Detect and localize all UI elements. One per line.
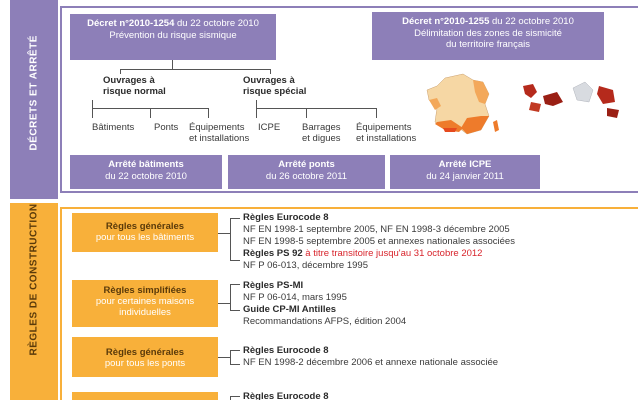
leaf-equipements-1 (189, 122, 249, 144)
cat-special-line2: risque spécial (243, 86, 307, 97)
block1-line4: NF P 06-013, décembre 1995 (243, 260, 368, 271)
block3-line1: NF EN 1998-2 décembre 2006 et annexe nationale associée (243, 357, 499, 368)
connector-line (172, 60, 173, 69)
block1-line1: NF EN 1998-1 septembre 2005, NF EN 1998-3 décembre 2005 (243, 224, 510, 235)
connector-line (230, 284, 240, 285)
block1-line3: Règles PS 92 (243, 248, 303, 259)
connector-line (306, 108, 307, 118)
block2-sub2: individuelles (119, 307, 171, 318)
regles-side-label: RÈGLES DE CONSTRUCTION (28, 203, 40, 356)
block4-line0: Règles Eurocode 8 (243, 391, 329, 400)
connector-line (208, 108, 209, 118)
block2-sub1: pour certaines maisons (95, 296, 195, 307)
leaf-barrages-line1: Barrages (302, 122, 341, 133)
decret-1255-title: Décret n°2010-1255 (402, 16, 490, 27)
block2-line0: Règles PS-MI (243, 280, 304, 291)
arrete-icpe-box (390, 155, 540, 189)
connector-line (218, 357, 230, 358)
arrete-batiments-box (70, 155, 222, 189)
regles-generales-batiments-box (72, 213, 218, 252)
regles-side-bar (10, 203, 58, 400)
connector-line (218, 233, 230, 234)
connector-line (230, 218, 231, 260)
connector-line (92, 100, 93, 118)
cat-special-line1: Ouvrages à (243, 75, 295, 86)
block3-line0: Règles Eurocode 8 (243, 345, 329, 356)
block1-sub: pour tous les bâtiments (95, 232, 195, 243)
connector-line (230, 260, 240, 261)
block3-rules (243, 345, 498, 369)
connector-line (230, 218, 240, 219)
connector-line (120, 69, 270, 70)
block3-sub: pour tous les ponts (104, 358, 186, 369)
cat-risque-normal (103, 75, 166, 97)
decret-1255-line2: Délimitation des zones de sismicité (414, 27, 562, 39)
regles-simplifiees-box (72, 280, 218, 327)
block1-title: Règles générales (105, 221, 185, 232)
connector-line (230, 396, 240, 397)
regles-generales-ponts-box (72, 337, 218, 377)
connector-line (230, 364, 240, 365)
connector-line (150, 108, 151, 118)
block2-line2: Guide CP-MI Antilles (243, 304, 337, 315)
overseas-maps (523, 82, 619, 118)
block4-rules (243, 391, 329, 400)
leaf-batiments: Bâtiments (92, 122, 135, 133)
block1-line0: Règles Eurocode 8 (243, 212, 329, 223)
cat-normal-line1: Ouvrages à (103, 75, 155, 86)
regles-block4-box (72, 392, 218, 400)
connector-line (230, 284, 231, 310)
arrete-icpe-title: Arrêté ICPE (438, 159, 492, 170)
decrets-side-bar (10, 0, 58, 199)
connector-line (120, 69, 121, 74)
connector-line (230, 350, 240, 351)
decret-1254-subtitle: Prévention du risque sismique (109, 29, 237, 41)
arrete-ponts-date: du 26 octobre 2011 (265, 170, 348, 182)
connector-line (230, 350, 231, 364)
decret-1254-date: du 22 octobre 2010 (174, 18, 259, 29)
connector-line (218, 303, 230, 304)
decret-1255-box (372, 12, 604, 60)
connector-line (256, 108, 376, 109)
decrets-side-label: DÉCRETS ET ARRÊTÉ (28, 35, 40, 151)
cat-risque-special (243, 75, 306, 97)
block2-rules (243, 280, 406, 328)
leaf-barrages-line2: et digues (302, 133, 341, 144)
connector-line (270, 69, 271, 74)
seismic-zoning-map (423, 72, 633, 146)
decret-1255-date: du 22 octobre 2010 (489, 16, 574, 27)
connector-line (256, 100, 257, 118)
cat-normal-line2: risque normal (103, 86, 166, 97)
leaf-barrages (302, 122, 341, 144)
leaf-equip1-line1: Équipements (189, 122, 245, 133)
arrete-ponts-title: Arrêté ponts (278, 159, 335, 170)
leaf-icpe: ICPE (258, 122, 281, 133)
block2-line3: Recommandations AFPS, édition 2004 (243, 316, 407, 327)
connector-line (376, 108, 377, 118)
france-metropole-map (427, 74, 499, 134)
arrete-icpe-date: du 24 janvier 2011 (426, 170, 504, 182)
block1-line2: NF EN 1998-5 septembre 2005 et annexes nationales associées (243, 236, 515, 247)
leaf-ponts: Ponts (154, 122, 179, 133)
arrete-ponts-box (228, 155, 385, 189)
leaf-equipements-2 (356, 122, 416, 144)
block2-line1: NF P 06-014, mars 1995 (243, 292, 347, 303)
block1-rules (243, 212, 515, 272)
block3-title: Règles générales (105, 347, 185, 358)
decret-1255-line3: du territoire français (446, 39, 530, 50)
leaf-equip2-line1: Équipements (356, 122, 412, 133)
block2-title: Règles simplifiées (103, 285, 187, 296)
leaf-equip1-line2: et installations (189, 133, 250, 144)
connector-line (230, 310, 240, 311)
decret-1254-box (70, 14, 276, 60)
leaf-equip2-line2: et installations (356, 133, 417, 144)
decret-1254-title: Décret n°2010-1254 (87, 18, 175, 29)
arrete-batiments-date: du 22 octobre 2010 (105, 170, 187, 182)
block1-line3-red: à titre transitoire jusqu'au 31 octobre 2012 (302, 248, 483, 259)
arrete-batiments-title: Arrêté bâtiments (108, 159, 184, 170)
